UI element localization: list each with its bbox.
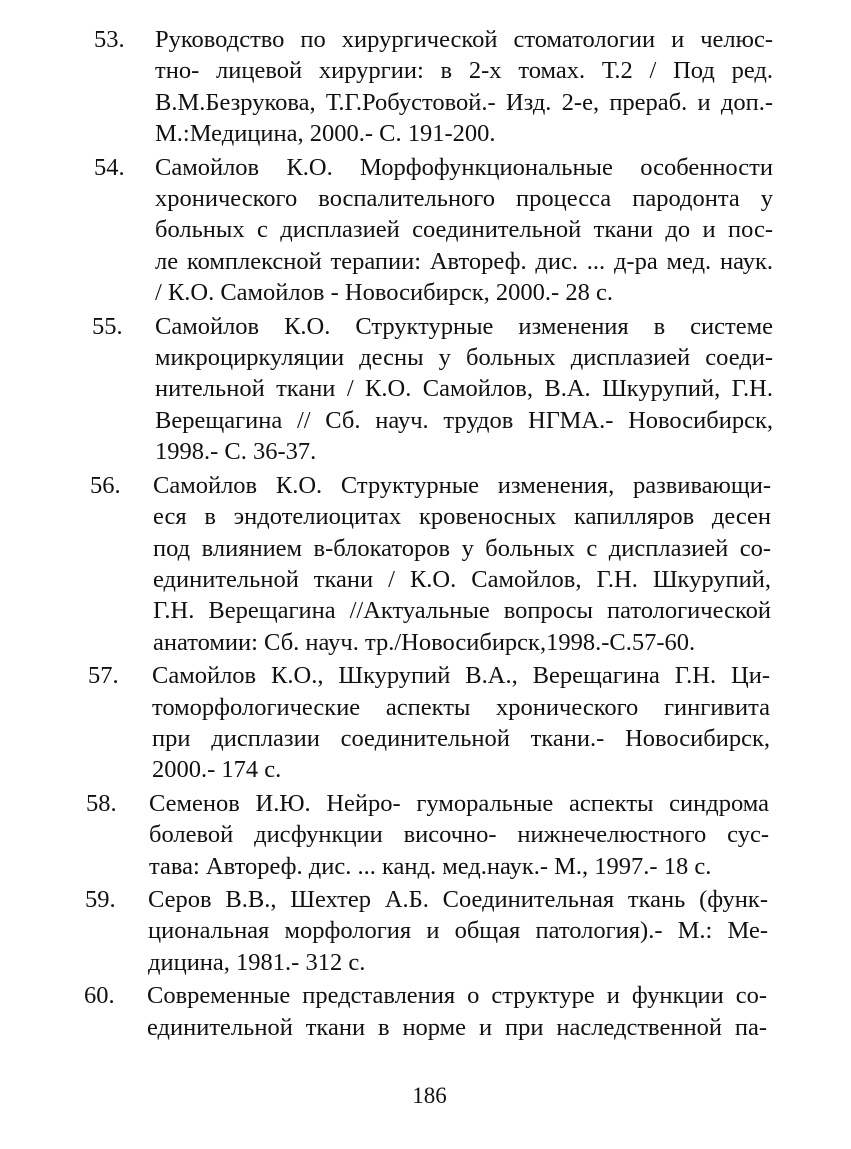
- reference-line: ле комплексной терапии: Автореф. дис. ... д-ра мед. наук.: [155, 247, 773, 275]
- reference-line: Самойлов К.О., Шкурупий В.А., Верещагина Г.Н. Ци-: [152, 662, 770, 690]
- reference-line: В.М.Безрукова, Т.Г.Робустовой.- Изд. 2-е, прераб. и доп.-: [155, 88, 773, 116]
- reference-line: М.:Медицина, 2000.- С. 191-200.: [155, 120, 496, 148]
- reference-line: Современные представления о структуре и функции со-: [147, 982, 767, 1010]
- reference-60: [0, 980, 851, 1043]
- reference-line: циональная морфология и общая патология).- М.: Ме-: [148, 917, 768, 945]
- reference-line: Самойлов К.О. Структурные изменения в системе: [155, 312, 773, 340]
- reference-line: еся в эндотелиоцитах кровеносных капилляров десен: [153, 503, 771, 531]
- reference-line: томорфологические аспекты хронического гингивита: [152, 693, 770, 721]
- reference-number: 55.: [92, 312, 123, 340]
- reference-text: [155, 152, 773, 309]
- page-number: 186: [412, 1083, 447, 1108]
- reference-number: 53.: [94, 26, 125, 53]
- reference-text: [147, 980, 767, 1043]
- reference-53: [0, 24, 851, 150]
- reference-line: 2000.- 174 с.: [152, 756, 282, 784]
- reference-58: [0, 788, 851, 882]
- reference-line: тава: Автореф. дис. ... канд. мед.наук.- М., 1997.- 18 с.: [149, 852, 712, 880]
- reference-line: анатомии: Сб. науч. тр./Новосибирск,1998.-С.57-60.: [153, 628, 696, 656]
- reference-line: Верещагина // Сб. науч. трудов НГМА.- Новосибирск,: [155, 406, 773, 434]
- reference-57: [0, 660, 851, 786]
- reference-56: [0, 470, 851, 658]
- reference-number: 58.: [86, 789, 117, 817]
- reference-line: Самойлов К.О. Морфофункциональные особенности: [155, 153, 773, 181]
- reference-number: 56.: [90, 471, 121, 499]
- reference-line: больных с дисплазией соединительной ткани до и пос-: [155, 216, 773, 244]
- reference-line: нительной ткани / К.О. Самойлов, В.А. Шкурупий, Г.Н.: [155, 375, 773, 403]
- reference-line: дицина, 1981.- 312 с.: [148, 948, 366, 976]
- reference-line: болевой дисфункции височно- нижнечелюстного сус-: [149, 821, 769, 849]
- reference-line: / К.О. Самойлов - Новосибирск, 2000.- 28 с.: [155, 279, 613, 307]
- reference-line: хронического воспалительного процесса пародонта у: [155, 185, 773, 213]
- reference-line: Серов В.В., Шехтер А.Б. Соединительная ткань (функ-: [148, 885, 768, 913]
- reference-59: [0, 884, 851, 978]
- reference-text: [155, 311, 773, 468]
- reference-text: [152, 660, 770, 786]
- reference-line: Самойлов К.О. Структурные изменения, развивающи-: [153, 471, 771, 499]
- reference-line: микроциркуляции десны у больных дисплазией соеди-: [155, 344, 773, 372]
- reference-line: тно- лицевой хирургии: в 2-х томах. Т.2 / Под ред.: [155, 57, 773, 85]
- reference-text: [148, 884, 768, 978]
- reference-54: [0, 152, 851, 309]
- reference-line: Семенов И.Ю. Нейро- гуморальные аспекты синдрома: [149, 789, 769, 817]
- reference-number: 57.: [88, 662, 119, 690]
- reference-text: [155, 24, 773, 150]
- reference-list: [0, 24, 851, 1045]
- reference-line: единительной ткани в норме и при наследственной па-: [147, 1013, 767, 1041]
- reference-number: 59.: [85, 885, 116, 913]
- reference-number: 54.: [94, 153, 125, 181]
- reference-line: Г.Н. Верещагина //Актуальные вопросы патологической: [153, 597, 771, 625]
- reference-number: 60.: [84, 982, 115, 1010]
- reference-line: единительной ткани / К.О. Самойлов, Г.Н. Шкурупий,: [153, 565, 771, 593]
- reference-55: [0, 311, 851, 468]
- reference-line: при дисплазии соединительной ткани.- Новосибирск,: [152, 724, 770, 752]
- reference-line: 1998.- С. 36-37.: [155, 438, 317, 466]
- reference-line: под влиянием в-блокаторов у больных с дисплазией со-: [153, 534, 771, 562]
- reference-line: Руководство по хирургической стоматологии и челюс-: [155, 26, 773, 53]
- reference-text: [149, 788, 769, 882]
- reference-text: [153, 470, 771, 658]
